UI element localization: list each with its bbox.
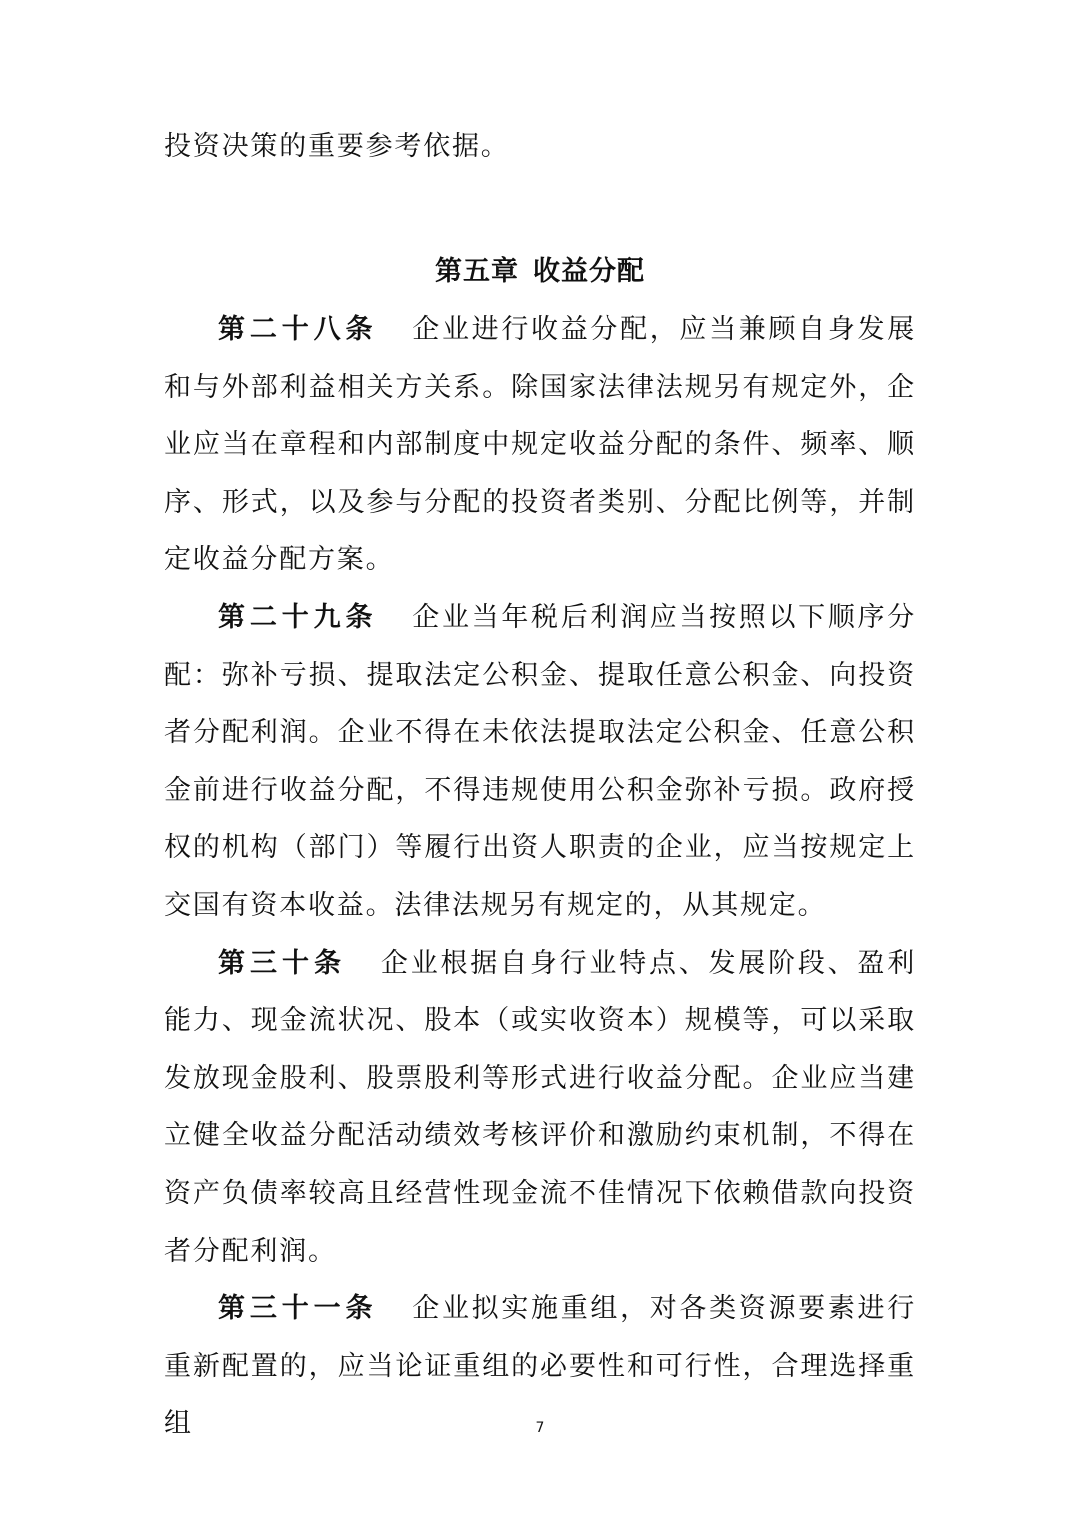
- continuation-paragraph: [164, 118, 916, 176]
- article-number: 第三十条: [218, 947, 346, 979]
- article-text: 企业拟实施重组，对各类资源要素进行重新配置的，应当论证重组的必要性和可行性，合理选择重组: [164, 1293, 917, 1440]
- article-text: 企业根据自身行业特点、发展阶段、盈利能力、现金流状况、股本（或实收资本）规模等，可以采取发放现金股利、股票股利等形式进行收益分配。企业应当建立健全收益分配活动绩效考核评价和激励约束机制，不得在资产负债率较高且经营性现金流不佳情况下依赖借款向投资者分配利润。: [164, 947, 917, 1267]
- chapter-title: 收益分配: [533, 256, 645, 287]
- article-30: [164, 935, 916, 1281]
- article-29: [164, 589, 916, 935]
- article-text: 企业进行收益分配，应当兼顾自身发展和与外部利益相关方关系。除国家法律法规另有规定外，企业应当在章程和内部制度中规定收益分配的条件、频率、顺序、形式，以及参与分配的投资者类别、分配比例等，并制定收益分配方案。: [164, 314, 917, 576]
- chapter-heading: [164, 252, 916, 292]
- page-number: 7: [535, 1420, 545, 1436]
- continuation-text: 投资决策的重要参考依据。: [164, 131, 510, 162]
- articles-body: [164, 301, 916, 1453]
- article-number: 第三十一条: [218, 1293, 378, 1325]
- article-number: 第二十九条: [218, 601, 378, 633]
- article-number: 第二十八条: [218, 314, 378, 345]
- article-text: 企业当年税后利润应当按照以下顺序分配：弥补亏损、提取法定公积金、提取任意公积金、向投资者分配利润。企业不得在未依法提取法定公积金、任意公积金前进行收益分配，不得违规使用公积金弥补亏损。政府授权的机构（部门）等履行出资人职责的企业，应当按规定上交国有资本收益。法律法规另有规定的，从其规定。: [164, 601, 917, 921]
- article-28: [164, 301, 916, 589]
- chapter-number: 第五章: [435, 256, 519, 287]
